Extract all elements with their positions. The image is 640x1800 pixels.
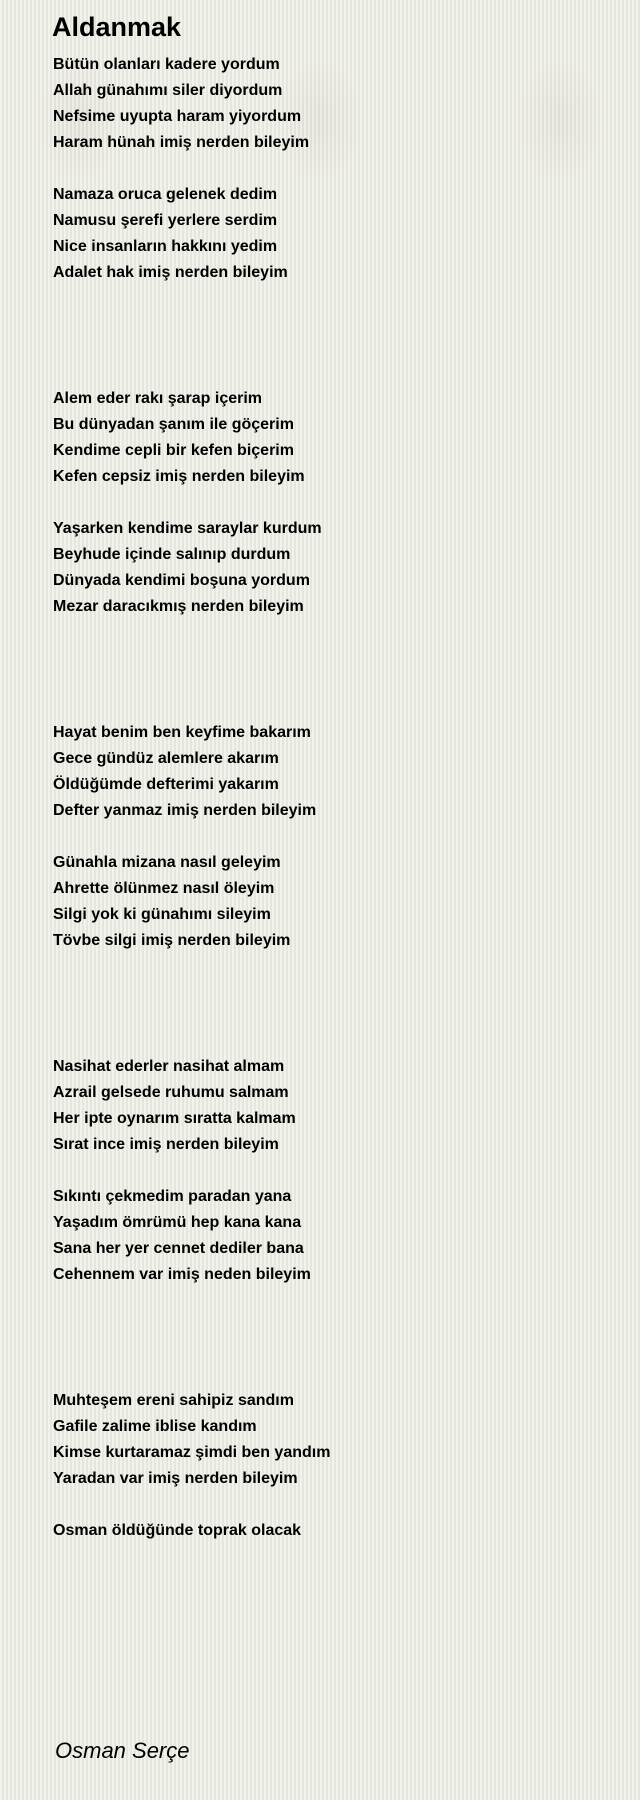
poem-line: Nasihat ederler nasihat almam (53, 1058, 285, 1075)
poem-author: Osman Serçe (55, 1738, 190, 1763)
stanza-2 (53, 182, 613, 286)
poem-line: Kimse kurtaramaz şimdi ben yandım (53, 1444, 331, 1461)
poem-line: Gece gündüz alemlere akarım (53, 750, 279, 767)
stanza-3 (53, 386, 613, 490)
poem-line: Silgi yok ki günahımı sileyim (53, 906, 271, 923)
poem-line: Namaza oruca gelenek dedim (53, 186, 278, 203)
poem-line: Bütün olanları kadere yordum (53, 56, 280, 73)
poem-line: Bu dünyadan şanım ile göçerim (53, 416, 294, 433)
poem-line: Allah günahımı siler diyordum (53, 82, 283, 99)
poem-line: Namusu şerefi yerlere serdim (53, 212, 278, 229)
poem-body (53, 52, 613, 1544)
poem-line: Her ipte oynarım sıratta kalmam (53, 1110, 296, 1127)
poem-line: Mezar daracıkmış nerden bileyim (53, 598, 304, 615)
poem-line: Dünyada kendimi boşuna yordum (53, 572, 310, 589)
stanza-6 (53, 850, 613, 954)
poem-line: Alem eder rakı şarap içerim (53, 390, 263, 407)
poem-line: Gafile zalime iblise kandım (53, 1418, 257, 1435)
poem-line: Osman öldüğünde toprak olacak (53, 1522, 302, 1539)
poem-line: Günahla mizana nasıl geleyim (53, 854, 281, 871)
poem-line: Sırat ince imiş nerden bileyim (53, 1136, 279, 1153)
poem-line: Ahrette ölünmez nasıl öleyim (53, 880, 275, 897)
poem-line: Yaşarken kendime saraylar kurdum (53, 520, 322, 537)
poem-line: Sana her yer cennet dediler bana (53, 1240, 304, 1257)
stanza-10 (53, 1518, 613, 1544)
stanza-8 (53, 1184, 613, 1288)
poem-line: Yaradan var imiş nerden bileyim (53, 1470, 298, 1487)
poem-line: Cehennem var imiş neden bileyim (53, 1266, 311, 1283)
stanza-5 (53, 720, 613, 824)
stanza-4 (53, 516, 613, 620)
poem-line: Haram hünah imiş nerden bileyim (53, 134, 310, 151)
poem-line: Defter yanmaz imiş nerden bileyim (53, 802, 317, 819)
poem-line: Nice insanların hakkını yedim (53, 238, 278, 255)
poem-line: Adalet hak imiş nerden bileyim (53, 264, 288, 281)
poem-line: Nefsime uyupta haram yiyordum (53, 108, 302, 125)
poem-line: Kefen cepsiz imiş nerden bileyim (53, 468, 305, 485)
poem-line: Azrail gelsede ruhumu salmam (53, 1084, 289, 1101)
poem-title: Aldanmak (52, 12, 182, 42)
poem-line: Hayat benim ben keyfime bakarım (53, 724, 311, 741)
poem-line: Sıkıntı çekmedim paradan yana (53, 1188, 292, 1205)
stanza-1 (53, 52, 613, 156)
poem-line: Beyhude içinde salınıp durdum (53, 546, 291, 563)
poem-line: Öldüğümde defterimi yakarım (53, 776, 279, 793)
stanza-7 (53, 1054, 613, 1158)
poem-line: Tövbe silgi imiş nerden bileyim (53, 932, 291, 949)
stanza-9 (53, 1388, 613, 1492)
poem-line: Muhteşem ereni sahipiz sandım (53, 1392, 294, 1409)
poem-line: Kendime cepli bir kefen biçerim (53, 442, 294, 459)
poem-line: Yaşadım ömrümü hep kana kana (53, 1214, 302, 1231)
